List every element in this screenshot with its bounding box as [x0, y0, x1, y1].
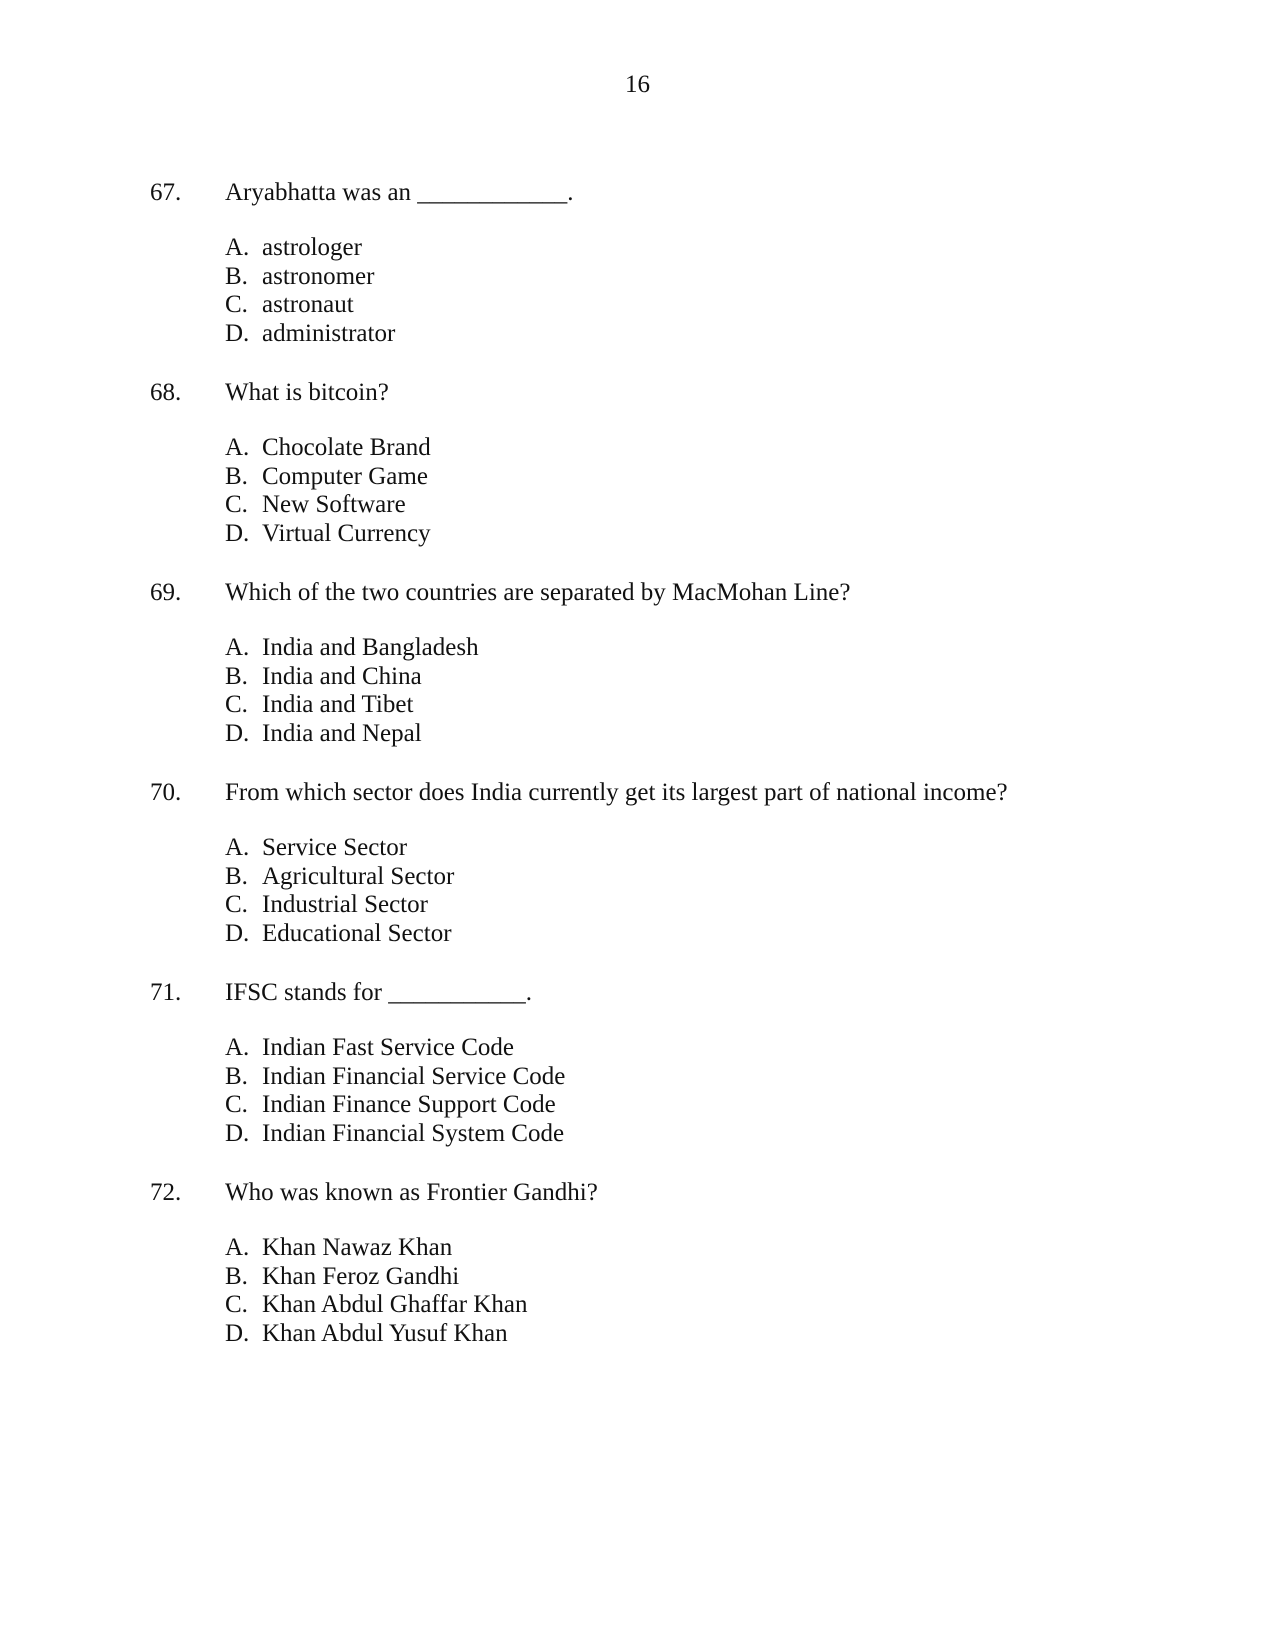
question-number: 68.	[150, 379, 182, 406]
option-b	[225, 1063, 565, 1092]
question-text: What is bitcoin?	[225, 379, 389, 406]
option-letter: C.	[225, 491, 248, 519]
option-letter: B.	[225, 1262, 248, 1290]
option-b	[225, 463, 431, 492]
question-text: Which of the two countries are separated by MacMohan Line?	[225, 579, 851, 606]
option-d	[225, 520, 431, 549]
option-text: astronomer	[262, 262, 375, 290]
option-text: Service Sector	[262, 834, 408, 861]
option-letter: B.	[225, 662, 248, 690]
option-letter: A.	[225, 1234, 250, 1261]
option-b	[225, 663, 479, 692]
option-text: Chocolate Brand	[262, 434, 431, 461]
option-text: Indian Fast Service Code	[262, 1034, 515, 1061]
option-list	[225, 834, 454, 949]
option-text: Agricultural Sector	[262, 862, 455, 890]
option-letter: D.	[225, 320, 250, 348]
option-letter: D.	[225, 720, 250, 748]
option-b	[225, 863, 454, 892]
option-b	[225, 263, 395, 292]
option-text: administrator	[262, 320, 396, 348]
option-letter: B.	[225, 462, 248, 490]
option-text: Indian Financial Service Code	[262, 1062, 566, 1090]
option-letter: A.	[225, 634, 250, 661]
page-number: 16	[625, 71, 650, 98]
option-text: astronaut	[262, 291, 354, 319]
option-text: Industrial Sector	[262, 891, 428, 919]
option-list	[225, 234, 395, 349]
option-letter: B.	[225, 1062, 248, 1090]
option-c	[225, 691, 479, 720]
option-d	[225, 1320, 527, 1349]
option-letter: C.	[225, 1091, 248, 1119]
option-letter: B.	[225, 262, 248, 290]
question-67	[0, 178, 1275, 378]
option-text: Computer Game	[262, 462, 428, 490]
option-a	[225, 834, 454, 863]
option-d	[225, 920, 454, 949]
option-c	[225, 891, 454, 920]
option-text: India and Nepal	[262, 720, 422, 748]
question-text: Who was known as Frontier Gandhi?	[225, 1179, 598, 1206]
option-a	[225, 434, 431, 463]
question-text: From which sector does India currently get its largest part of national income?	[225, 779, 1008, 806]
option-d	[225, 1120, 565, 1149]
question-list	[0, 178, 1275, 1378]
option-a	[225, 234, 395, 263]
option-b	[225, 1263, 527, 1292]
option-letter: B.	[225, 862, 248, 890]
question-72	[0, 1178, 1275, 1378]
option-c	[225, 1291, 527, 1320]
question-text: IFSC stands for ___________.	[225, 979, 532, 1006]
option-text: India and China	[262, 662, 422, 690]
option-letter: A.	[225, 234, 250, 261]
question-number: 72.	[150, 1179, 182, 1206]
option-text: Khan Nawaz Khan	[262, 1234, 453, 1261]
option-c	[225, 491, 431, 520]
option-d	[225, 320, 395, 349]
option-text: Virtual Currency	[262, 520, 431, 548]
option-letter: D.	[225, 920, 250, 948]
option-letter: D.	[225, 1320, 250, 1348]
option-letter: C.	[225, 1291, 248, 1319]
option-letter: C.	[225, 691, 248, 719]
option-text: Khan Abdul Yusuf Khan	[262, 1320, 508, 1348]
option-text: astrologer	[262, 234, 362, 261]
option-a	[225, 634, 479, 663]
option-text: Khan Feroz Gandhi	[262, 1262, 460, 1290]
option-letter: A.	[225, 834, 250, 861]
option-text: Khan Abdul Ghaffar Khan	[262, 1291, 528, 1319]
question-number: 71.	[150, 979, 182, 1006]
question-71	[0, 978, 1275, 1178]
option-list	[225, 1234, 527, 1349]
option-text: Indian Financial System Code	[262, 1120, 565, 1148]
question-70	[0, 778, 1275, 978]
option-text: Indian Finance Support Code	[262, 1091, 556, 1119]
option-c	[225, 291, 395, 320]
option-letter: A.	[225, 1034, 250, 1061]
question-number: 69.	[150, 579, 182, 606]
option-list	[225, 634, 479, 749]
option-text: India and Tibet	[262, 691, 414, 719]
option-a	[225, 1034, 565, 1063]
question-number: 70.	[150, 779, 182, 806]
option-text: India and Bangladesh	[262, 634, 479, 661]
question-number: 67.	[150, 179, 182, 206]
option-letter: C.	[225, 891, 248, 919]
option-list	[225, 434, 431, 549]
option-list	[225, 1034, 565, 1149]
option-d	[225, 720, 479, 749]
option-letter: C.	[225, 291, 248, 319]
option-letter: D.	[225, 1120, 250, 1148]
question-68	[0, 378, 1275, 578]
option-letter: D.	[225, 520, 250, 548]
option-letter: A.	[225, 434, 250, 461]
option-text: New Software	[262, 491, 406, 519]
option-c	[225, 1091, 565, 1120]
option-text: Educational Sector	[262, 920, 452, 948]
option-a	[225, 1234, 527, 1263]
question-text: Aryabhatta was an ____________.	[225, 179, 574, 206]
question-69	[0, 578, 1275, 778]
